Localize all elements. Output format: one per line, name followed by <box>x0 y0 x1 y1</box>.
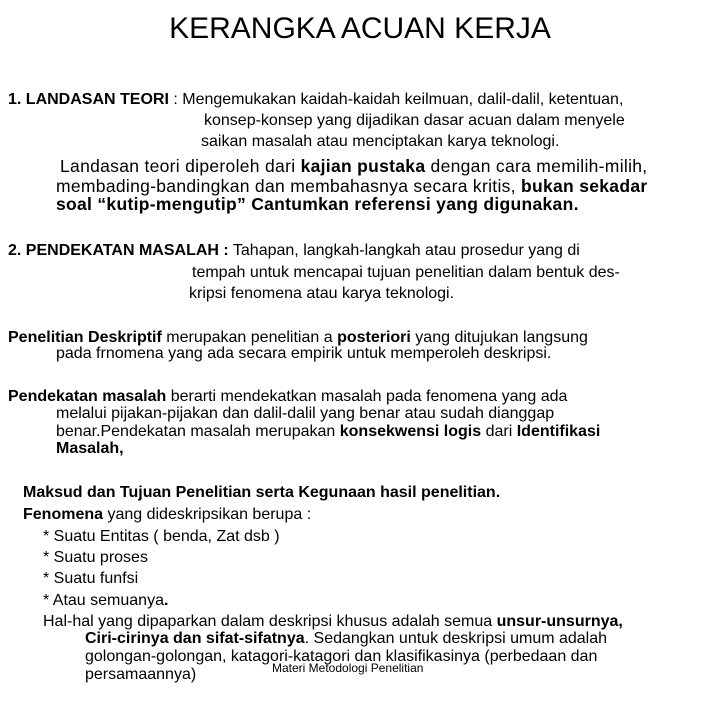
pendekatan-line3: benar.Pendekatan masalah merupakan konsekwensi logis dari Identifikasi <box>56 423 601 440</box>
list-item: * Suatu proses <box>43 549 148 566</box>
pendekatan-masalah-line3: kripsi fenomena atau karya teknologi. <box>189 285 455 302</box>
kajian-pustaka: kajian pustaka <box>300 156 426 176</box>
page-title: KERANGKA ACUAN KERJA <box>169 12 551 45</box>
hal-hal-line3: golongan-golongan, katagori-katagori dan klasifikasinya (perbedaan dan <box>85 648 598 665</box>
list-item: * Suatu funfsi <box>43 570 139 587</box>
pendekatan-line1: Pendekatan masalah berarti mendekatkan masalah pada fenomena yang ada <box>8 388 568 405</box>
landasan-teori-label: 1. LANDASAN TEORI <box>8 91 169 108</box>
landasan-teori-para-line3: soal “kutip-mengutip” Cantumkan referensi yang digunakan. <box>56 194 579 214</box>
hal-hal-line4: persamaannya) <box>85 666 197 683</box>
list-item: * Atau semuanya. <box>43 592 169 609</box>
pendekatan-line2: melalui pijakan-pijakan dan dalil-dalil yang benar atau sudah dianggap <box>56 405 555 422</box>
fenomena-line: Fenomena yang dideskripsikan berupa : <box>23 506 312 523</box>
pendekatan-masalah-label: 2. PENDEKATAN MASALAH : <box>8 242 229 259</box>
pendekatan-masalah-line2: tempah untuk mencapai tujuan penelitian dalam bentuk des- <box>192 264 620 281</box>
deskriptif-line2: pada frnomena yang ada secara empirik untuk memperoleh deskripsi. <box>56 345 552 362</box>
footer-caption: Materi Metodologi Penelitian <box>272 661 424 675</box>
hal-hal-line1: Hal-hal yang dipaparkan dalam deskripsi khusus adalah semua unsur-unsurnya, <box>43 613 623 630</box>
landasan-teori-line1: 1. LANDASAN TEORI : Mengemukakan kaidah-kaidah keilmuan, dalil-dalil, ketentuan, <box>8 91 624 108</box>
list-item: * Suatu Entitas ( benda, Zat dsb ) <box>43 528 280 545</box>
pendekatan-masalah-line1: 2. PENDEKATAN MASALAH : Tahapan, langkah-langkah atau prosedur yang di <box>8 242 580 259</box>
bukan-sekadar: bukan sekadar <box>521 176 648 196</box>
landasan-teori-para-line1: Landasan teori diperoleh dari kajian pustaka dengan cara memilih-milih, <box>60 156 648 176</box>
maksud-line1: Maksud dan Tujuan Penelitian serta Kegunaan hasil penelitian. <box>23 484 501 501</box>
landasan-teori-definition: Mengemukakan kaidah-kaidah keilmuan, dalil-dalil, ketentuan, <box>182 91 624 108</box>
deskriptif-line1: Penelitian Deskriptif merupakan penelitian a posteriori yang ditujukan langsung <box>8 329 588 346</box>
landasan-teori-line3: saikan masalah atau menciptakan karya teknologi. <box>201 133 560 150</box>
landasan-teori-line2: konsep-konsep yang dijadikan dasar acuan dalam menyele <box>204 112 625 129</box>
landasan-teori-para-line2: membading-bandingkan dan membahasnya secara kritis, bukan sekadar <box>56 176 648 196</box>
hal-hal-line2: Ciri-cirinya dan sifat-sifatnya. Sedangkan untuk deskripsi umum adalah <box>85 630 608 647</box>
pendekatan-line4: Masalah, <box>56 440 124 457</box>
